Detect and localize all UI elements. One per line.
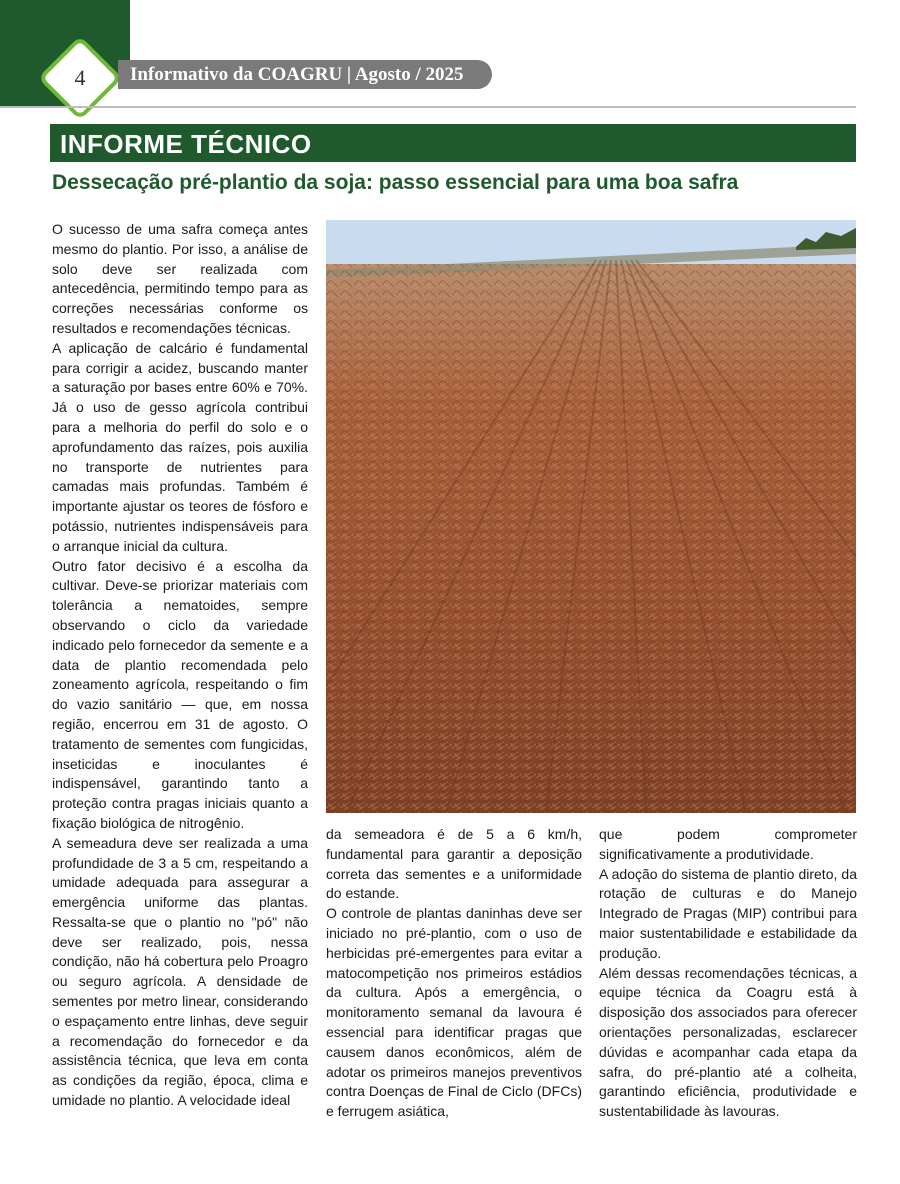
article-column-1 (52, 220, 308, 1111)
paragraph: Outro fator decisivo é a escolha da cultivar. Deve-se priorizar materiais com tolerância a nematoides, sempre observando o ciclo da variedade indicado pelo fornecedor da semente e a data de plantio recomendada pelo zoneamento agrícola, respeitando o fim do vazio sanitário — que, em nossa região, encerrou em 31 de agosto. O tratamento de sementes com fungicidas, inseticidas e inoculantes é indispensável, garantindo tanto a proteção contra pragas iniciais quanto a fixação biológica de nitrogênio. (52, 557, 308, 831)
paragraph: Além dessas recomendações técnicas, a equipe técnica da Coagru está à disposição dos associados para oferecer orientações personalizadas, esclarecer dúvidas e acompanhar cada etapa da safra, do pré-plantio até a colheita, garantindo eficiência, produtividade e sustentabilidade às lavouras. (599, 964, 857, 1120)
article-headline: Dessecação pré-plantio da soja: passo essencial para uma boa safra (52, 171, 739, 194)
section-title: INFORME TÉCNICO (50, 124, 856, 162)
paragraph: A semeadura deve ser realizada a uma profundidade de 3 a 5 cm, respeitando a umidade adequada para assegurar a emergência uniforme das plantas. Ressalta-se que o plantio no "pó" não deve ser realizado, pois, nessa condição, não há cobertura pelo Proagro ou seguro agrícola. A densidade de sementes por metro linear, considerando o espaçamento entre linhas, deve seguir a recomendação do fornecedor e da assistência técnica, que leva em conta as condições da região, época, clima e umidade no plantio. A velocidade ideal (52, 834, 308, 1109)
paragraph: da semeadora é de 5 a 6 km/h, fundamental para garantir a deposição correta das sementes e a uniformidade do estande. (326, 826, 582, 902)
article-column-3 (599, 825, 857, 1122)
publication-title: Informativo da COAGRU | Agosto / 2025 (118, 60, 492, 89)
page-number: 4 (74, 65, 86, 90)
field-photo-illustration (326, 220, 856, 813)
article-column-2 (326, 825, 582, 1122)
paragraph: A aplicação de calcário é fundamental para corrigir a acidez, buscando manter a saturação por bases entre 60% e 70%. Já o uso de gesso agrícola contribui para a melhoria do perfil do solo e o aprofundamento das raízes, pois auxilia no transporte de nutrientes para camadas mais profundas. Também é importante ajustar os teores de fósforo e potássio, nutrientes indispensáveis para o arranque inicial da cultura. (52, 339, 308, 554)
paragraph: que podem comprometer significativamente a produtividade. (599, 826, 857, 862)
field-photo (326, 220, 856, 813)
paragraph: O controle de plantas daninhas deve ser iniciado no pré-plantio, com o uso de herbicidas pré-emergentes para evitar a matocompetição nos primeiros estádios da cultura. Após a emergência, o monitoramento semanal da lavoura é essencial para identificar pragas que causem danos econômicos, além de adotar os primeiros manejos preventivos contra Doenças de Final de Ciclo (DFCs) e ferrugem asiática, (326, 905, 582, 1120)
paragraph: A adoção do sistema de plantio direto, da rotação de culturas e do Manejo Integrado de Pragas (MIP) contribui para maior sustentabilidade e estabilidade da produção. (599, 865, 857, 961)
header-divider (0, 106, 856, 108)
paragraph: O sucesso de uma safra começa antes mesmo do plantio. Por isso, a análise de solo deve ser realizada com antecedência, permitindo tempo para as correções necessárias conforme os resultados e recomendações técnicas. (52, 221, 308, 336)
